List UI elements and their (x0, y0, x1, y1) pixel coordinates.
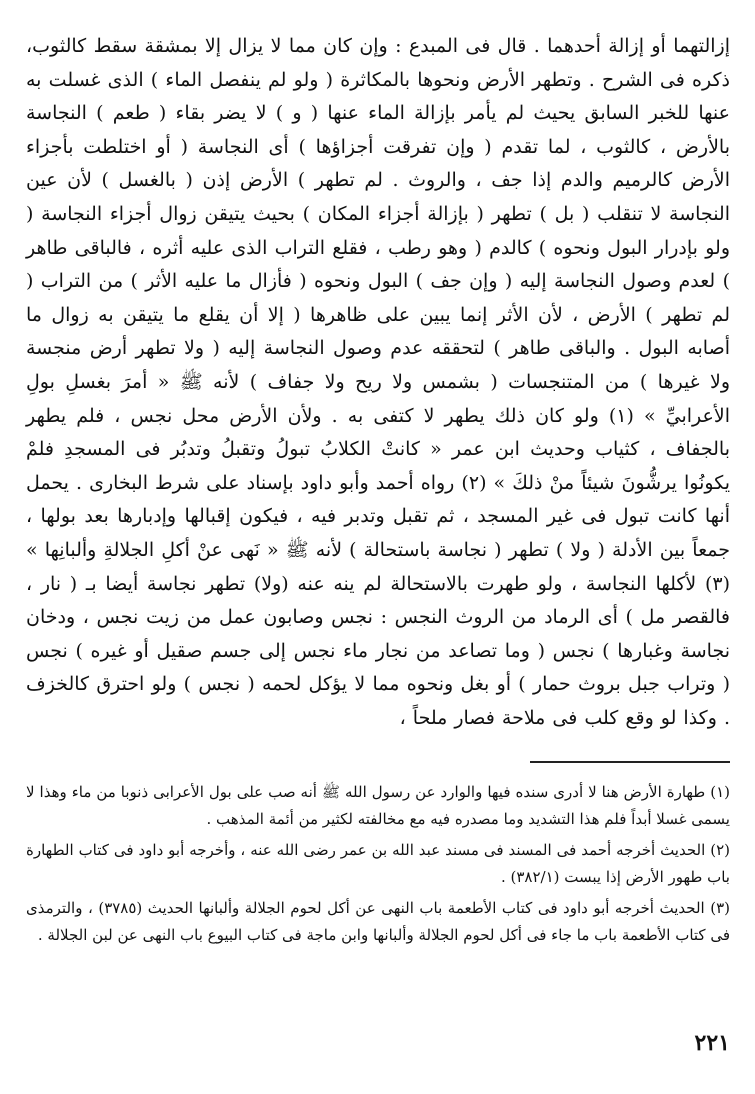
footnote-2: (٢) الحديث أخرجه أحمد فى المسند فى مسند عبد الله بن عمر رضى الله عنه ، وأخرجه أبو داود فى كتاب الطهارة باب طهور الأرض إذا يبست (٣٨٢/١) . (26, 841, 730, 887)
footnotes-section (26, 779, 730, 949)
document-page (26, 30, 730, 1070)
footnote-1: (١) طهارة الأرض هنا لا أدرى سنده فيها والوارد عن رسول الله ﷺ أنه صب على بول الأعرابى ذنوبا من ماء وهذا لا يسمى غسلا أبداً فلم هذا التشديد وما مصدره فيه مع مخالفته لكثير من أئمة المذهب . (26, 783, 730, 829)
footnote-divider (530, 761, 730, 763)
main-body-text (26, 30, 730, 735)
main-paragraph: إزالتهما أو إزالة أحدهما . قال فى المبدع : وإن كان مما لا يزال إلا بمشقة سقط كالثوب، ذكره فى الشرح . وتطهر الأرض ونحوها بالمكاثرة ( ولو لم ينفصل الماء ) الذى غسلت به عنها للخبر السابق يحيث لم يأمر بإزالة الماء عنها ( و ) لا يضر بقاء ( طعم ) النجاسة بالأرض ، كالثوب ، لما تقدم ( وإن تفرقت أجزاؤها ) أى النجاسة ( أو اختلطت بأجزاء الأرض كالرميم والدم إذا جف ، والروث . لم تطهر ) الأرض إذن ( بالغسل ) لأن عين النجاسة لا تنقلب ( بل ) تطهر ( بإزالة أجزاء المكان ) بحيث يتيقن زوال أجزاء النجاسة ( ولو بإدرار البول ونحوه ) كالدم ( وهو رطب ، فقلع التراب الذى عليه أثره ، فالباقى طاهر ) لعدم وصول النجاسة إليه ( وإن جف ) البول ونحوه ( فأزال ما عليه الأثر ) من التراب ( لم تطهر ) الأرض ، لأن الأثر إنما يبين على ظاهرها ( إلا أن يقلع ما يتيقن به زوال ما أصابه البول . والباقى طاهر ) لتحققه عدم وصول النجاسة إليه ( ولا تطهر أرض منجسة ولا غيرها ) من المتنجسات ( بشمس ولا ريح ولا جفاف ) لأنه ﷺ « أمرَ بغسلِ بولِ الأعرابيِّ » (١) ولو كان ذلك يطهر لا كتفى به . ولأن الأرض محل نجس ، فلم يطهر بالجفاف ، كثياب وحديث ابن عمر « كانتْ الكلابُ تبولُ وتقبلُ وتدبُر فى المسجدِ فلمْ يكونُوا يرشُّونَ شيئاً منْ ذلكَ » (٢) رواه أحمد وأبو داود بإسناد على شرط البخارى . يحمل أنها كانت تبول فى غير المسجد ، ثم تقبل وتدبر فيه ، فيكون إقبالها وإدبارها بعد بولها ، جمعاً بين الأدلة ( ولا ) تطهر ( نجاسة باستحالة ) لأنه ﷺ « نَهى عنْ أكلِ الجلالةِ وألبانِها » (٣) لأكلها النجاسة ، ولو طهرت بالاستحالة لم ينه عنه (ولا) تطهر نجاسة أيضا بـ ( نار ، فالقصر مل ) أى الرماد من الروث النجس : نجس وصابون عمل من زيت نجس ، ودخان نجاسة وغبارها ) نجس ( وما تصاعد من نجار ماء نجس إلى جسم صقيل أو غيره ) نجس ( وتراب جبل بروث حمار ) أو بغل ونحوه مما لا يؤكل لحمه ( نجس ) ولو احترق كالخزف . وكذا لو وقع كلب فى ملاحة فصار ملحاً ، (26, 35, 731, 729)
page-number: ٢٢١ (694, 1030, 730, 1056)
footnote-3: (٣) الحديث أخرجه أبو داود فى كتاب الأطعمة باب النهى عن أكل لحوم الجلالة وألبانها الحديث (٣٧٨٥) ، والترمذى فى كتاب الأطعمة باب ما جاء فى أكل لحوم الجلالة وألبانها وابن ماجة فى كتاب البيوع باب النهى عن لبن الجلالة . (26, 899, 730, 945)
